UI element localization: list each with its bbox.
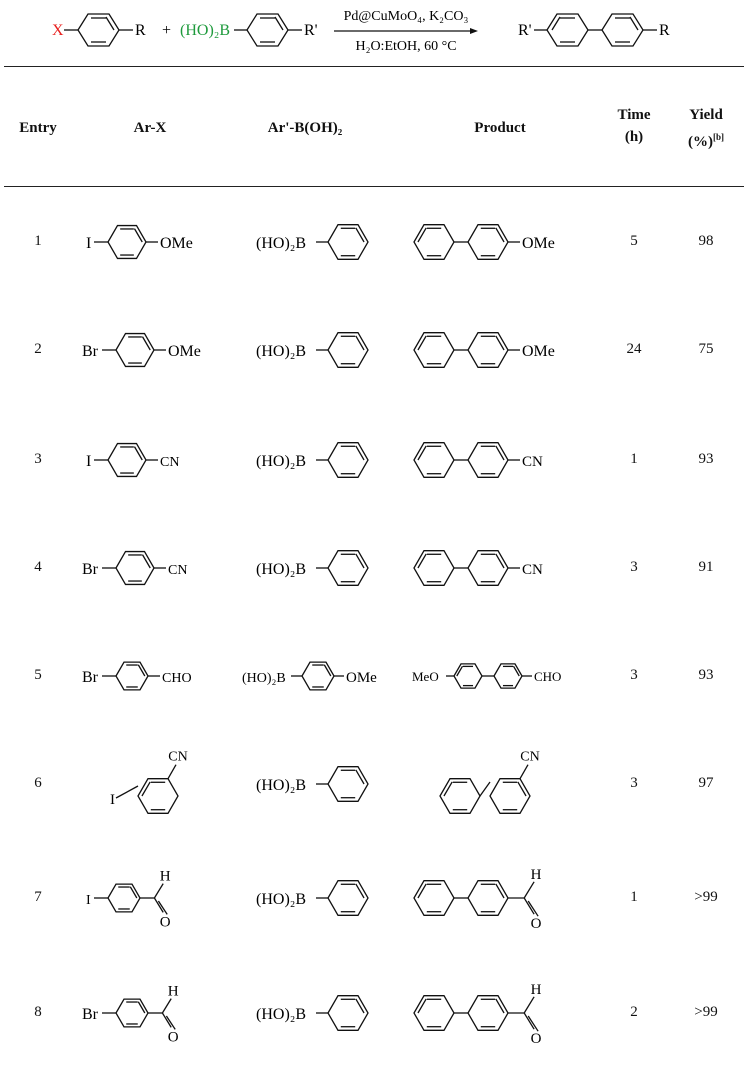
aldehyde-o-label: O	[159, 914, 171, 931]
time-cell: 2	[630, 1004, 638, 1020]
aryl-halide-structure	[82, 334, 201, 367]
scheme-r-prime: R'	[304, 22, 318, 39]
yield-cell: 91	[698, 559, 714, 575]
substituent-label: OMe	[346, 670, 377, 686]
arrow-head-icon	[470, 28, 478, 34]
table-top-rule	[4, 66, 744, 67]
scheme-conditions-top: Pd@CuMoO₄, K₂CO₃	[343, 9, 469, 24]
row-structures	[0, 729, 748, 839]
aldehyde-o-label: O	[167, 1029, 179, 1046]
aldehyde-o-label: O	[530, 916, 542, 933]
time-cell: 3	[630, 775, 638, 791]
time-cell: 1	[630, 889, 638, 905]
product-structure	[440, 750, 540, 814]
yield-cell: 93	[698, 451, 714, 467]
scheme-r: R	[135, 22, 146, 39]
time-cell: 3	[630, 559, 638, 575]
entry-cell: 7	[34, 889, 42, 905]
product-structure	[414, 867, 542, 932]
entry-cell: 8	[34, 1004, 42, 1020]
entry-cell: 2	[34, 341, 42, 357]
boronic-label: (HO)₂B	[256, 235, 307, 252]
aryl-halide-structure	[110, 750, 188, 814]
boronic-acid-structure	[242, 662, 377, 690]
aryl-halide-structure	[82, 984, 179, 1046]
row-structures	[0, 621, 748, 731]
header-arx: Ar-X	[133, 120, 167, 136]
entry-cell: 5	[34, 667, 42, 683]
halide-label: I	[86, 893, 91, 908]
aryl-halide-structure	[86, 869, 171, 931]
time-cell: 1	[630, 451, 638, 467]
substituent-label: CN	[168, 563, 188, 578]
scheme-conditions-bottom: H₂O:EtOH, 60 °C	[355, 39, 457, 54]
row-structures	[0, 513, 748, 623]
yield-cell: >99	[694, 1004, 718, 1020]
yield-cell: 98	[698, 233, 714, 249]
yield-cell: 97	[698, 775, 714, 791]
boronic-label: (HO)₂B	[256, 561, 307, 578]
product-right-label: CN	[522, 454, 543, 470]
scheme-ring-2	[247, 14, 288, 46]
boronic-acid-structure	[256, 996, 368, 1031]
boronic-label: (HO)₂B	[256, 891, 307, 908]
header-yield: Yield (%)[b]	[688, 107, 724, 150]
substituent-label: OMe	[168, 343, 201, 360]
entry-cell: 6	[34, 775, 42, 791]
substituent-label: CN	[160, 455, 180, 470]
scheme-halide-x: X	[52, 22, 64, 39]
scheme-ring-1	[78, 14, 119, 46]
product-structure	[414, 443, 543, 478]
product-right-label: CHO	[534, 669, 562, 684]
product-right-label: CN	[520, 749, 540, 765]
boronic-label: (HO)₂B	[256, 453, 307, 470]
boronic-label: (HO)₂B	[256, 1006, 307, 1023]
entry-cell: 1	[34, 233, 42, 249]
product-structure	[414, 982, 542, 1047]
time-cell: 3	[630, 667, 638, 683]
scheme-product-ring-b	[602, 14, 643, 46]
header-time: Time (h)	[617, 107, 651, 145]
substituent-label: CHO	[162, 671, 192, 686]
row-structures	[0, 405, 748, 515]
scheme-plus: +	[162, 22, 172, 39]
halide-label: Br	[82, 669, 98, 686]
scheme-product-ring-a	[547, 14, 588, 46]
aldehyde-h-label: H	[159, 868, 171, 885]
entry-cell: 4	[34, 559, 42, 575]
header-boronic: Ar'-B(OH)₂	[267, 120, 343, 136]
aryl-halide-structure	[86, 226, 193, 259]
scheme-boronic: (HO)₂B	[180, 22, 231, 39]
halide-label: Br	[82, 561, 98, 578]
aldehyde-o-label: O	[530, 1031, 542, 1048]
product-structure	[414, 333, 555, 368]
product-structure	[414, 551, 543, 586]
boronic-acid-structure	[256, 225, 368, 260]
entry-cell: 3	[34, 451, 42, 467]
aldehyde-h-label: H	[167, 983, 179, 1000]
product-right-label: OMe	[522, 343, 555, 360]
substituent-label: OMe	[160, 235, 193, 252]
boronic-acid-structure	[256, 767, 368, 802]
time-cell: 5	[630, 233, 638, 249]
row-structures	[0, 843, 748, 953]
yield-cell: >99	[694, 889, 718, 905]
boronic-acid-structure	[256, 881, 368, 916]
halide-label: I	[86, 235, 92, 252]
header-product: Product	[474, 120, 526, 136]
boronic-label: (HO)₂B	[256, 343, 307, 360]
aryl-halide-structure	[82, 552, 187, 585]
boronic-acid-structure	[256, 443, 368, 478]
product-left-label: MeO	[412, 669, 439, 684]
substituent-label: CN	[168, 749, 188, 765]
aryl-halide-structure	[86, 444, 179, 477]
product-structure	[412, 664, 561, 688]
row-structures	[0, 187, 748, 297]
product-structure	[414, 225, 555, 260]
header-entry: Entry	[19, 120, 57, 136]
reaction-scheme	[0, 0, 748, 60]
scheme-product-r-prime: R'	[518, 22, 532, 39]
halide-label: Br	[82, 1006, 98, 1023]
row-structures	[0, 958, 748, 1068]
boronic-acid-structure	[256, 333, 368, 368]
boronic-label: (HO)₂B	[256, 777, 307, 794]
product-right-label: CN	[522, 562, 543, 578]
boronic-label: (HO)₂B	[242, 671, 286, 686]
row-structures	[0, 295, 748, 405]
aldehyde-h-label: H	[530, 866, 542, 883]
scheme-product-r: R	[659, 22, 670, 39]
halide-label: I	[86, 453, 92, 470]
aldehyde-h-label: H	[530, 981, 542, 998]
time-cell: 24	[626, 341, 642, 357]
aryl-halide-structure	[82, 662, 192, 690]
boronic-acid-structure	[256, 551, 368, 586]
halide-label: Br	[82, 343, 98, 360]
yield-cell: 75	[698, 341, 714, 357]
halide-label: I	[110, 792, 115, 808]
product-right-label: OMe	[522, 235, 555, 252]
yield-cell: 93	[698, 667, 714, 683]
